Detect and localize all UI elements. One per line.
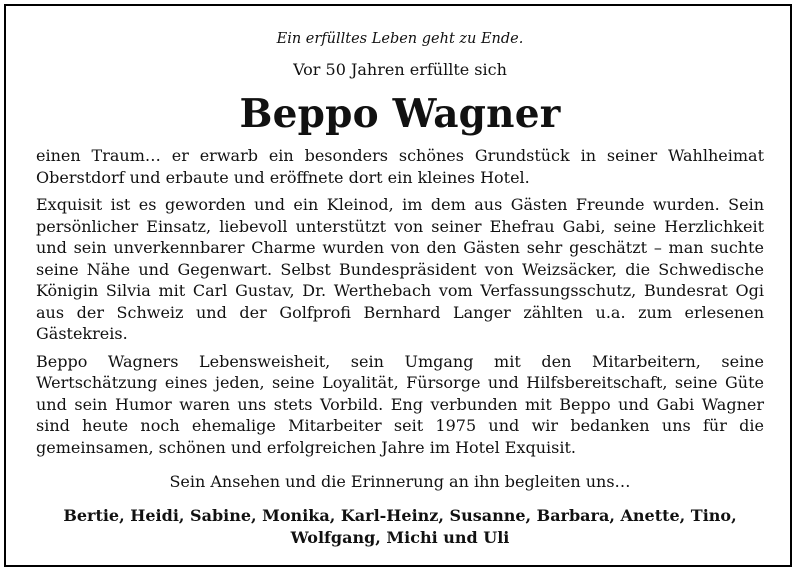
deceased-name: Beppo Wagner [239, 91, 561, 137]
signers: Bertie, Heidi, Sabine, Monika, Karl-Heinz, Susanne, Barbara, Anette, Tino, Wolfgang, Michi und Uli [63, 506, 737, 547]
paragraph-dream: einen Traum… er erwarb ein besonders schönes Grundstück in seiner Wahlheimat Oberstdorf und erbaute und eröffnete dort ein kleines Hotel. [36, 146, 764, 187]
paragraph-guests: Exquisit ist es geworden und ein Kleinod, im dem aus Gästen Freunde wurden. Sein persönlicher Einsatz, liebevoll unterstützt von seiner Ehefrau Gabi, seine Herzlichkeit und sein unverkennbarer Charme wurden von den Gästen sehr geschätzt – man suchte seine Nähe und Gegenwart. Selbst Bundespräsident von Weizsäcker, die Schwedische Königin Silvia mit Carl Gustav, Dr. Werthebach vom Verfassungsschutz, Bundesrat Ogi aus der Schweiz und der Golfprofi Bernhard Langer zählten u.a. zum erlesenen Gästekreis. [36, 195, 764, 343]
motto: Ein erfülltes Leben geht zu Ende. [276, 31, 524, 47]
intro-line: Vor 50 Jahren erfüllte sich [293, 60, 507, 79]
obituary-notice [36, 28, 764, 549]
closing-line: Sein Ansehen und die Erinnerung an ihn begleiten uns… [169, 472, 631, 491]
paragraph-legacy: Beppo Wagners Lebensweisheit, sein Umgang mit den Mitarbeitern, seine Wertschätzung eines jeden, seine Loyalität, Fürsorge und Hilfsbereitschaft, seine Güte und sein Humor waren uns stets Vorbild. Eng verbunden mit Beppo und Gabi Wagner sind heute noch ehemalige Mitarbeiter seit 1975 und wir bedanken uns für die gemeinsamen, schönen und erfolgreichen Jahre im Hotel Exquisit. [36, 351, 764, 457]
